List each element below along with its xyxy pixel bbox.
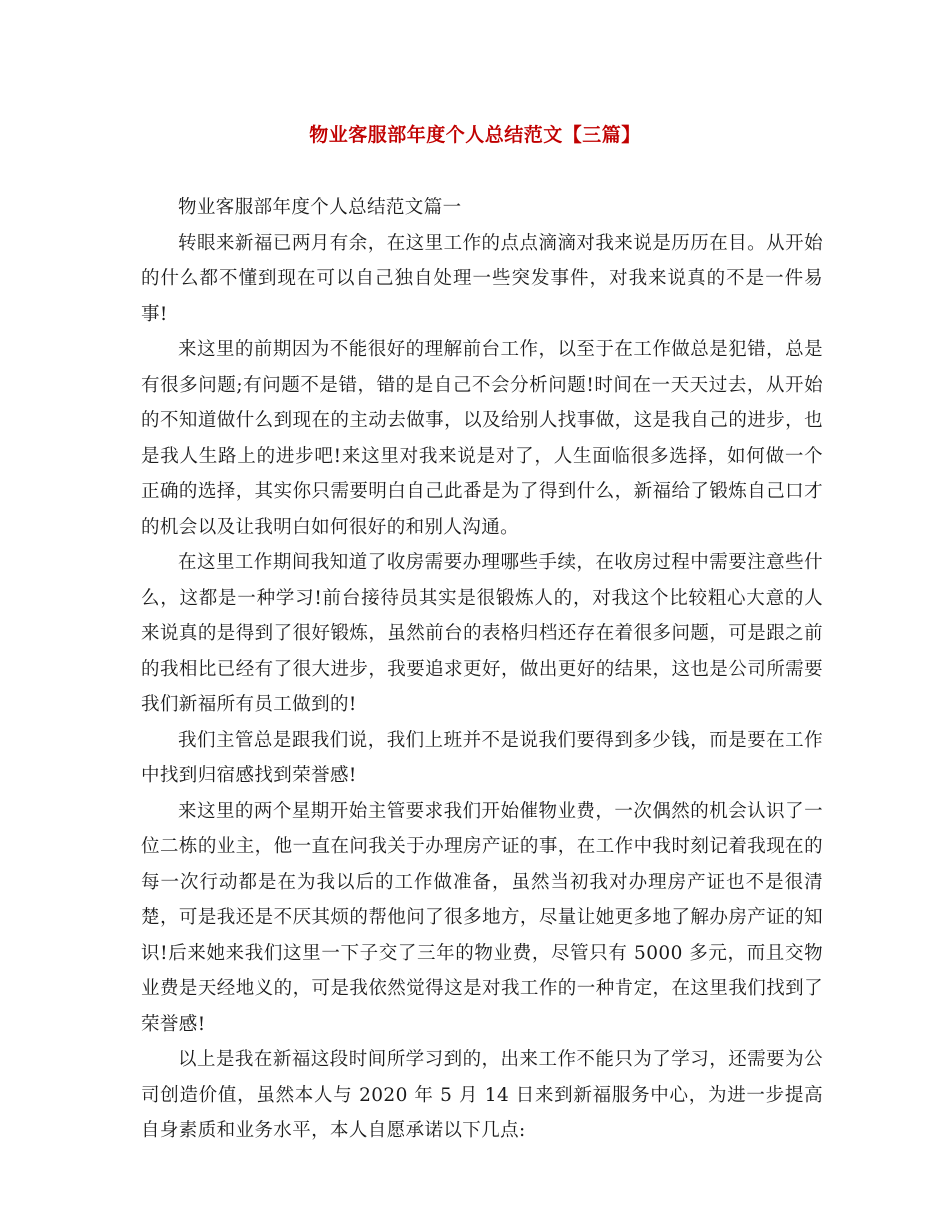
paragraph: 在这里工作期间我知道了收房需要办理哪些手续，在收房过程中需要注意些什么，这都是一种学习!前台接待员其实是很锻炼人的，对我这个比较粗心大意的人来说真的是得到了很好锻炼，虽然前台的表格归档还存在着很多问题，可是跟之前的我相比已经有了很大进步，我要追求更好，做出更好的结果，这也是公司所需要我们新福所有员工做到的! (141, 552, 823, 715)
paragraph: 来这里的两个星期开始主管要求我们开始催物业费，一次偶然的机会认识了一位二栋的业主，他一直在问我关于办理房产证的事，在工作中我时刻记着我现在的每一次行动都是在为我以后的工作做准备，虽然当初我对办理房产证也不是很清楚，可是我还是不厌其烦的帮他问了很多地方，尽量让她更多地了解办房产证的知识!后来她来我们这里一下子交了三年的物业费，尽管只有 5000 多元，而且交物业费是天经地义的，可是我依然觉得这是对我工作的一种肯定，在这里我们找到了荣誉感! (141, 800, 823, 1035)
paragraph: 转眼来新福已两月有余，在这里工作的点点滴滴对我来说是历历在目。从开始的什么都不懂到现在可以自己独自处理一些突发事件，对我来说真的不是一件易事! (141, 232, 823, 325)
document-body (141, 190, 823, 1149)
section-heading: 物业客服部年度个人总结范文篇一 (178, 197, 462, 218)
paragraph: 来这里的前期因为不能很好的理解前台工作，以至于在工作做总是犯错，总是有很多问题;有问题不是错，错的是自己不会分析问题!时间在一天天过去，从开始的不知道做什么到现在的主动去做事，以及给别人找事做，这是我自己的进步，也是我人生路上的进步吧!来这里对我来说是对了，人生面临很多选择，如何做一个正确的选择，其实你只需要明白自己此番是为了得到什么，新福给了锻炼自己口才的机会以及让我明白如何很好的和别人沟通。 (141, 339, 823, 538)
paragraph: 我们主管总是跟我们说，我们上班并不是说我们要得到多少钱，而是要在工作中找到归宿感找到荣誉感! (141, 729, 823, 786)
paragraph: 以上是我在新福这段时间所学习到的，出来工作不能只为了学习，还需要为公司创造价值，虽然本人与 2020 年 5 月 14 日来到新福服务中心，为进一步提高自身素质和业务水平，本人自愿承诺以下几点: (141, 1049, 823, 1141)
document-title: 物业客服部年度个人总结范文【三篇】 (309, 124, 641, 146)
